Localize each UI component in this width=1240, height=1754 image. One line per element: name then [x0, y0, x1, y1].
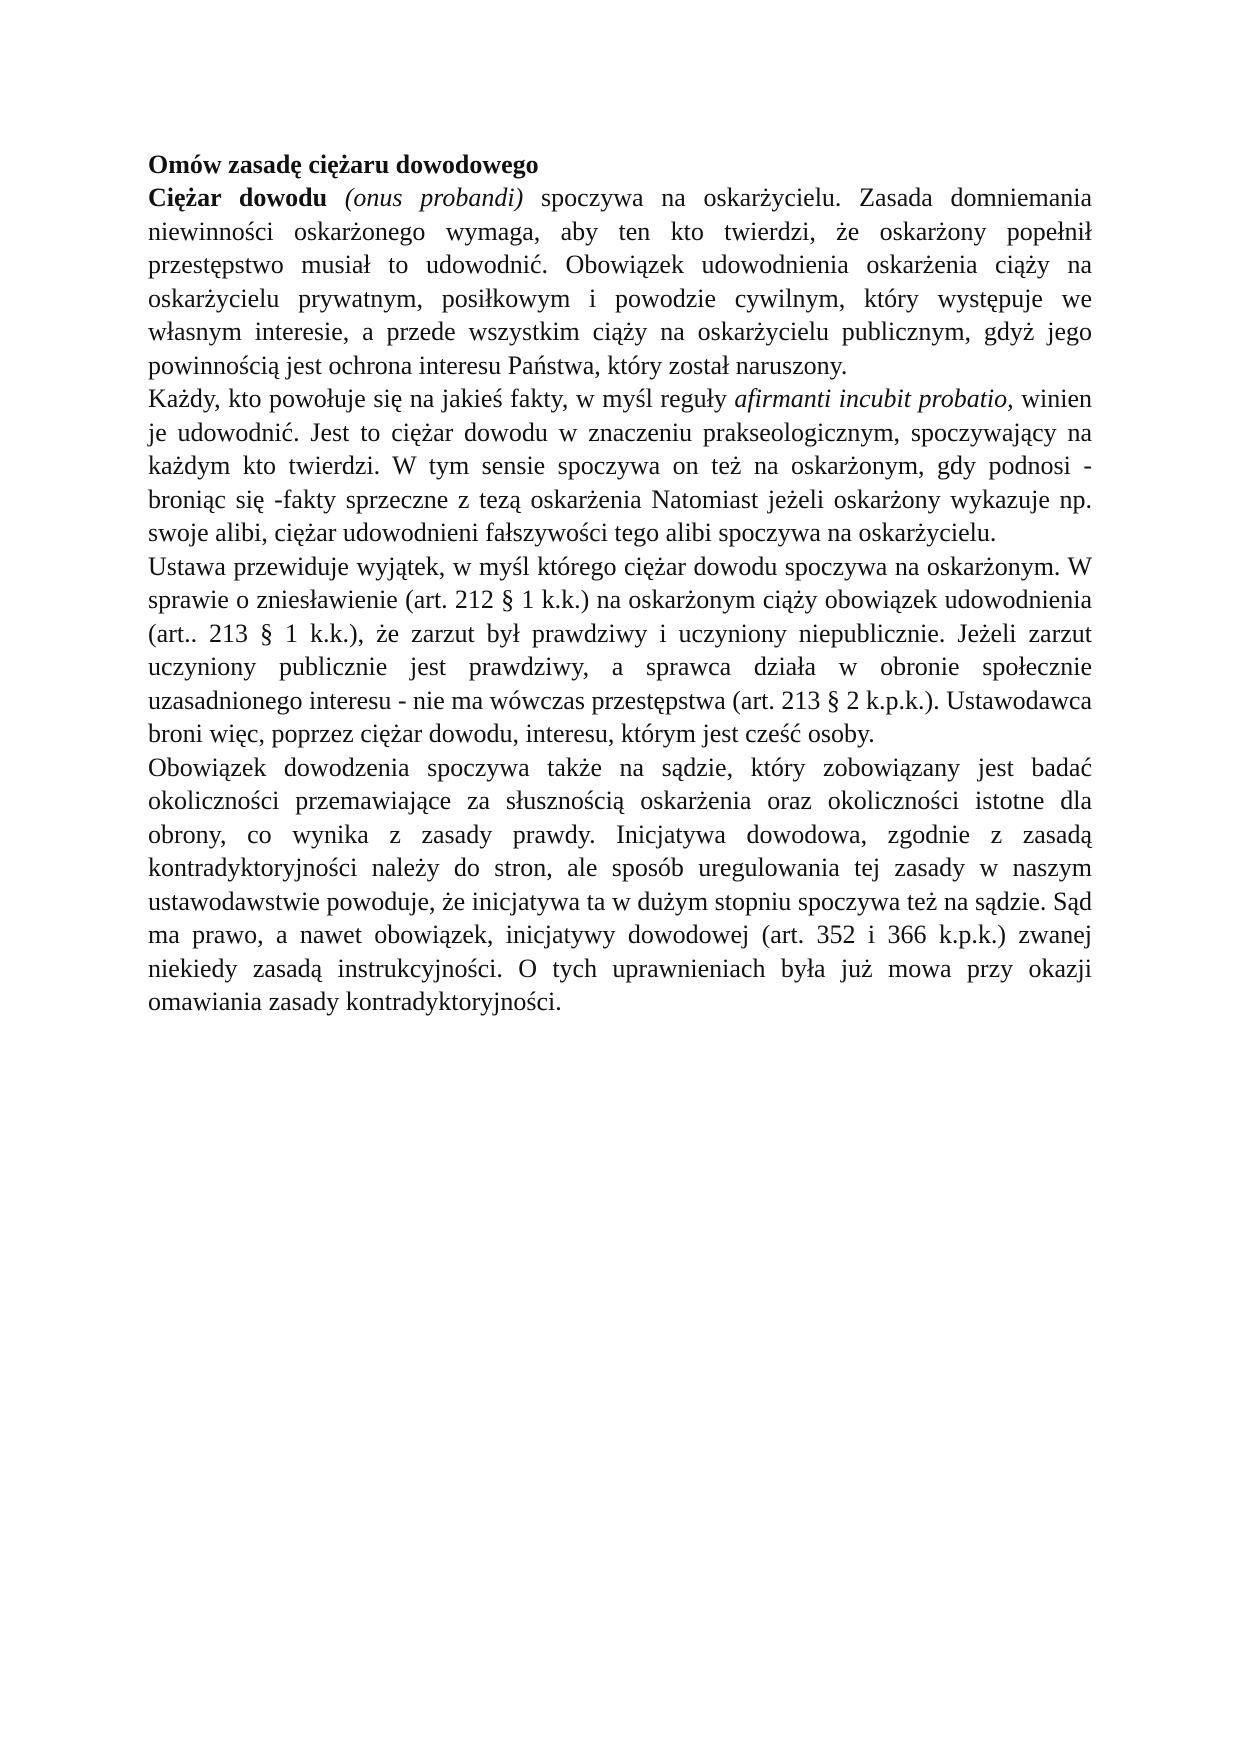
paragraph-text: Każdy, kto powołuje się na jakieś fakty, w myśl reguły — [148, 384, 735, 413]
latin-term: (onus probandi) — [344, 183, 524, 212]
document-page — [148, 148, 1092, 1019]
paragraph-text: winien je udowodnić. Jest to ciężar dowodu w znaczeniu prakseologicznym, spoczywający na każdym kto twierdzi. W tym sensie spoczywa on też na oskarżonym, gdy podnosi - broniąc się -fakty sprzeczne z tezą oskarżenia Natomiast jeżeli oskarżony wykazuje np. swoje alibi, ciężar udowodnieni fałszywości tego alibi spoczywa na oskarżycielu. — [148, 384, 1092, 547]
latin-maxim: afirmanti incubit probatio, — [734, 384, 1014, 413]
paragraph-exception: Ustawa przewiduje wyjątek, w myśl którego ciężar dowodu spoczywa na oskarżonym. W sprawie o zniesławienie (art. 212 § 1 k.k.) na oskarżonym ciąży obowiązek udowodnienia (art.. 213 § 1 k.k.), że zarzut był prawdziwy i uczyniony niepublicznie. Jeżeli zarzut uczyniony publicznie jest prawdziwy, a sprawca działa w obronie społecznie uzasadnionego interesu - nie ma wówczas przestępstwa (art. 213 § 2 k.p.k.). Ustawodawca broni więc, poprzez ciężar dowodu, interesu, którym jest cześć osoby. — [148, 551, 1092, 748]
paragraph-burden-of-proof — [148, 181, 1092, 382]
paragraph-text: spoczywa na oskarżycielu. Zasada domniemania niewinności oskarżonego wymaga, aby ten kto twierdzi, że oskarżony popełnił przestępstwo musiał to udowodnić. Obowiązek udowodnienia oskarżenia ciąży na oskarżycielu prywatnym, posiłkowym i powodzie cywilnym, który występuje we własnym interesie, a przede wszystkim ciąży na oskarżycielu publicznym, gdyż jego powinnością jest ochrona interesu Państwa, który został naruszony. — [148, 183, 1093, 380]
bold-term: Ciężar dowodu — [148, 183, 328, 212]
paragraph-court-duty: Obowiązek dowodzenia spoczywa także na sądzie, który zobowiązany jest badać okoliczności przemawiające za słusznością oskarżenia oraz okoliczności istotne dla obrony, co wynika z zasady prawdy. Inicjatywa dowodowa, zgodnie z zasadą kontradyktoryjności należy do stron, ale sposób uregulowania tej zasady w naszym ustawodawstwie powoduje, że inicjatywa ta w dużym stopniu spoczywa też na sądzie. Sąd ma prawo, a nawet obowiązek, inicjatywy dowodowej (art. 352 i 366 k.p.k.) zwanej niekiedy zasadą instrukcyjności. O tych uprawnieniach była już mowa przy okazji omawiania zasady kontradyktoryjności. — [148, 752, 1092, 1016]
document-title: Omów zasadę ciężaru dowodowego — [148, 150, 539, 179]
paragraph-affirmanti — [148, 382, 1092, 550]
